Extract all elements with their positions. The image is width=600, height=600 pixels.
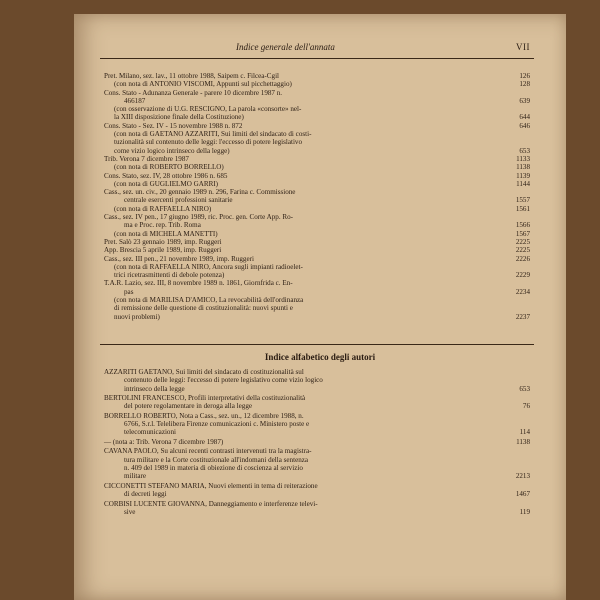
entry-page-number: 2225 (515, 237, 530, 246)
index-entry (104, 205, 530, 213)
entry-text-line: App. Brescia 5 aprile 1989, imp. Ruggeri (104, 246, 222, 255)
running-header (100, 40, 530, 56)
index-entry (104, 368, 530, 393)
header-title: Indice generale dell'annata (236, 42, 335, 52)
entry-page-number: 1144 (516, 179, 530, 188)
entry-text-line: Cass., sez. IV pen., 17 giugno 1989, ric. Proc. gen. Corte App. Ro- (104, 213, 294, 222)
entry-page-number: 119 (519, 507, 530, 516)
entry-text-line: (con nota di MARILISA D'AMICO, La revocabilità dell'ordinanza (114, 296, 304, 305)
entry-text-line: militare (124, 472, 147, 481)
entry-text-line: (con nota di MICHELA MANETTI) (114, 229, 218, 238)
entry-page-number: 653 (519, 384, 530, 393)
entry-text-line: centrale esercenti professioni sanitarie (124, 196, 233, 205)
index-entry (104, 296, 530, 321)
entry-text-line: contenuto delle leggi: l'eccesso di potere legislativo come vizio logico (124, 376, 323, 385)
entry-text-line: T.A.R. Lazio, sez. III, 8 novembre 1989 n. 1861, Giornfrida c. En- (104, 279, 293, 288)
index-entry (104, 72, 530, 80)
entry-page-number: 653 (519, 146, 530, 155)
entry-text-line: (con osservazione di U.G. RESCIGNO, La parola «consorte» nel- (114, 105, 302, 114)
index-entry (104, 246, 530, 254)
book-page (74, 14, 566, 600)
entry-text-line: come vizio logico intrinseco della legge) (114, 146, 230, 155)
entry-text-line: (con nota di ANTONIO VISCOMI, Appunti sul picchettaggio) (114, 80, 292, 89)
entry-text-line: Cass., sez. un. civ., 20 gennaio 1989 n. 296, Farina c. Commissione (104, 188, 296, 197)
entry-text-line: (con nota di RAFFAELLA NIRO, Ancora sugli impianti radioelet- (114, 262, 303, 271)
entry-text-line: Pret. Milano, sez. lav., 11 ottobre 1988, Saipem c. Filcea-Cgil (104, 72, 280, 80)
entry-page-number: 1561 (515, 204, 530, 213)
entry-page-number: 76 (522, 402, 530, 411)
index-entry (104, 130, 530, 155)
index-entry (104, 438, 530, 446)
entry-text-line: trici ricetrasmittenti di debole potenza) (114, 271, 225, 280)
entry-page-number: 2226 (515, 254, 530, 263)
entry-page-number: 2213 (515, 472, 530, 481)
entry-text-line: Pret. Salò 23 gennaio 1989, imp. Ruggeri (104, 237, 222, 246)
entry-text-line: (con nota di ROBERTO BORRELLO) (114, 163, 224, 172)
entry-text-line: Cass., sez. III pen., 21 novembre 1989, imp. Ruggeri (104, 254, 254, 263)
authors-index-list (104, 368, 530, 517)
entry-page-number: 2237 (515, 312, 530, 321)
entry-text-line: CAVANA PAOLO, Su alcuni recenti contrasti intervenuti tra la magistra- (104, 447, 312, 456)
entry-text-line: pas (124, 287, 134, 296)
index-entry (104, 80, 530, 88)
index-entry (104, 263, 530, 280)
section-rule (100, 344, 534, 345)
entry-page-number: 646 (519, 121, 530, 130)
entry-page-number: 1139 (516, 171, 530, 180)
index-entry (104, 105, 530, 122)
entry-page-number: 639 (519, 96, 530, 105)
entry-page-number: 2234 (515, 287, 530, 296)
entry-text-line: CICCONETTI STEFANO MARIA, Nuovi elementi in tema di reiterazione (104, 481, 318, 490)
entry-page-number: 1557 (515, 196, 530, 205)
index-entry (104, 172, 530, 180)
index-entry (104, 89, 530, 106)
entry-text-line: del potere regolamentare in deroga alla legge (124, 402, 253, 411)
index-entry (104, 447, 530, 480)
entry-text-line: nuovi problemi) (114, 312, 160, 321)
case-index-list (104, 72, 530, 321)
entry-text-line: AZZARITI GAETANO, Sui limiti del sindacato di costituzionalità sul (104, 368, 304, 376)
index-entry (104, 163, 530, 171)
entry-text-line: n. 409 del 1989 in materia di obiezione di coscienza al servizio (124, 464, 303, 473)
header-page-number: VII (516, 42, 530, 52)
entry-page-number: 644 (519, 113, 530, 122)
entry-text-line: (con nota di GUGLIELMO GARRI) (114, 179, 219, 188)
index-entry (104, 155, 530, 163)
entry-page-number: 1133 (516, 154, 530, 163)
entry-text-line: sive (124, 507, 136, 516)
index-entry (104, 188, 530, 205)
index-entry (104, 180, 530, 188)
entry-page-number: 126 (519, 72, 530, 80)
entry-text-line: Cons. Stato - Sez. IV - 15 novembre 1988 n. 872 (104, 121, 243, 130)
entry-text-line: intrinseco della legge (124, 384, 185, 393)
entry-page-number: 2225 (515, 246, 530, 255)
entry-text-line: (con nota di RAFFAELLA NIRO) (114, 204, 212, 213)
entry-text-line: (con nota di GAETANO AZZARITI, Sui limiti del sindacato di costi- (114, 130, 312, 139)
entry-page-number: 1138 (516, 437, 530, 446)
index-entry (104, 255, 530, 263)
entry-page-number: 128 (519, 80, 530, 89)
entry-text-line: tuzionalità sul contenuto delle leggi: l'eccesso di potere legislativo (114, 138, 303, 147)
entry-text-line: 466187 (124, 96, 146, 105)
entry-text-line: Cons. Stato, sez. IV, 28 ottobre 1986 n. 685 (104, 171, 228, 180)
index-entry (104, 230, 530, 238)
index-entry (104, 500, 530, 517)
entry-page-number: 1138 (516, 163, 530, 172)
entry-text-line: 6766, S.r.l. Telelibera Firenze comunicazioni c. Ministero poste e (124, 420, 310, 429)
index-entry (104, 482, 530, 499)
entry-text-line: BERTOLINI FRANCESCO, Profili interpretativi della costituzionalità (104, 394, 306, 403)
entry-text-line: di remissione delle questione di costituzionalità: nuovi spunti e (114, 304, 293, 313)
index-entry (104, 213, 530, 230)
entry-text-line: Trib. Verona 7 dicembre 1987 (104, 154, 189, 163)
index-entry (104, 412, 530, 437)
entry-text-line: ma e Proc. rep. Trib. Roma (124, 221, 201, 230)
index-entry (104, 122, 530, 130)
authors-index-title: Indice alfabetico degli autori (264, 352, 376, 362)
entry-text-line: di decreti leggi (124, 490, 167, 499)
entry-page-number: 1467 (515, 490, 530, 499)
header-rule (100, 58, 534, 59)
entry-text-line: tura militare e la Corte costituzionale all'indomani della sentenza (124, 455, 309, 464)
entry-text-line: CORBISI LUCENTE GIOVANNA, Danneggiamento e interferenze televi- (104, 499, 318, 508)
entry-page-number: 114 (519, 428, 530, 437)
entry-text-line: BORRELLO ROBERTO, Nota a Cass., sez. un., 12 dicembre 1988, n. (104, 411, 304, 420)
index-entry (104, 238, 530, 246)
entry-text-line: la XIII disposizione finale della Costituzione) (114, 113, 244, 122)
entry-page-number: 2229 (515, 271, 530, 280)
entry-text-line: telecomunicazioni (124, 428, 176, 437)
index-entry (104, 279, 530, 296)
entry-text-line: — (nota a: Trib. Verona 7 dicembre 1987) (104, 437, 224, 446)
entry-page-number: 1567 (515, 229, 530, 238)
entry-text-line: Cons. Stato - Adunanza Generale - parere 10 dicembre 1987 n. (104, 88, 283, 97)
entry-page-number: 1566 (515, 221, 530, 230)
index-entry (104, 394, 530, 411)
